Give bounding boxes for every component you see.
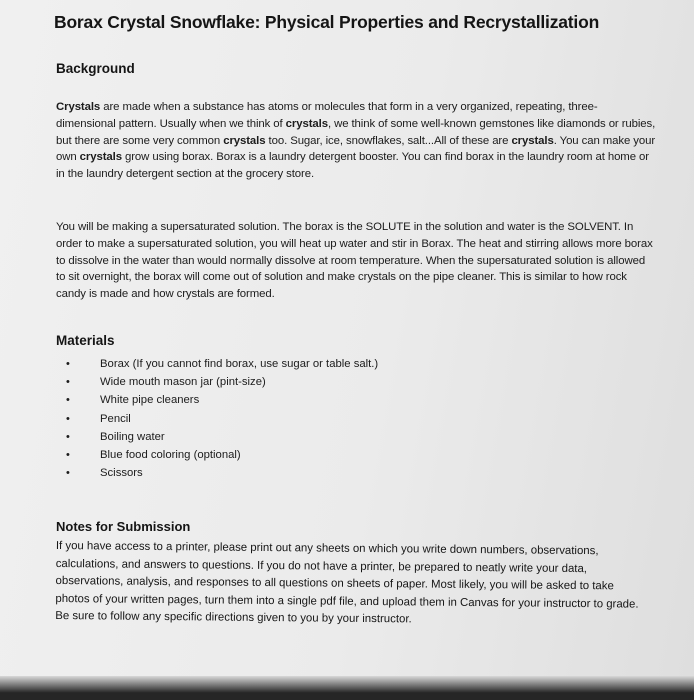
text-run: too. Sugar, ice, snowflakes, salt...All of these are [265,134,512,147]
list-item-text: Scissors [100,467,143,480]
text-run: , we think of some well-known gemstones like diamonds or rubies, but there are some very common [56,117,656,147]
notes-heading: Notes for Submission [56,519,191,534]
list-item [66,373,378,391]
page-title: Borax Crystal Snowflake: Physical Properties and Recrystallization [54,12,600,32]
list-item-text: White pipe cleaners [100,394,200,407]
list-item [66,464,378,482]
emphasis-crystals: crystals [79,151,122,164]
list-item [66,446,378,464]
notes-paragraph: If you have access to a printer, please print out any sheets on which you write down numbers, observations, calculations, and answers to questions. If you do not have a printer, be prepared to neatly write your data, observations, analysis, and responses to all questions on sheets of paper. Most likely, you will be asked to take photos of your written pages, turn them into a single pdf file, and upload them in Canvas for your instructor to grade. Be sure to follow any specific directions given to you by your instructor. [55,539,639,626]
background-heading: Background [56,61,135,76]
bullet: • [66,430,70,443]
text-run: grow using borax. Borax is a laundry detergent booster. You can find borax in the laundry room at home or in the laundry detergent section at the grocery store. [56,151,649,181]
emphasis-crystals: crystals [223,134,266,147]
bullet: • [66,467,70,480]
list-item [66,355,378,373]
bullet: • [66,358,70,370]
list-item-text: Pencil [100,412,131,425]
bullet: • [66,412,70,425]
emphasis-crystals: crystals [511,134,554,147]
materials-heading: Materials [56,333,115,348]
page-bottom-shadow [0,676,694,700]
background-paragraph-1 [56,99,656,183]
list-item-text: Borax (If you cannot find borax, use sugar or table salt.) [100,358,379,370]
list-item-text: Wide mouth mason jar (pint-size) [100,376,266,389]
list-item [66,410,378,428]
bullet: • [66,448,70,461]
bullet: • [66,376,70,389]
list-item-text: Blue food coloring (optional) [100,448,241,461]
list-item [66,391,378,409]
materials-list [66,355,378,482]
list-item-text: Boiling water [100,430,165,443]
bullet: • [66,394,70,407]
text-run: are made when a substance has atoms or molecules that form in a very organized, repeating, three-dimensional pattern. Usually when we think of [56,101,598,130]
emphasis-crystals: crystals [285,117,328,130]
background-paragraph-2: You will be making a supersaturated solution. The borax is the SOLUTE in the solution and water is the SOLVENT. In order to make a supersaturated solution, you will heat up water and stir in Borax. The heat and stirring allows more borax to dissolve in the water than would normally dissolve at room temperature. When the supersaturated solution is allowed to sit overnight, the borax will come out of solution and make crystals on the pipe cleaner. This is similar to how rock candy is made and how crystals are formed. [56,221,653,301]
text-run: . You can make your own [56,134,656,164]
emphasis-crystals: Crystals [56,101,101,113]
list-item [66,428,378,446]
